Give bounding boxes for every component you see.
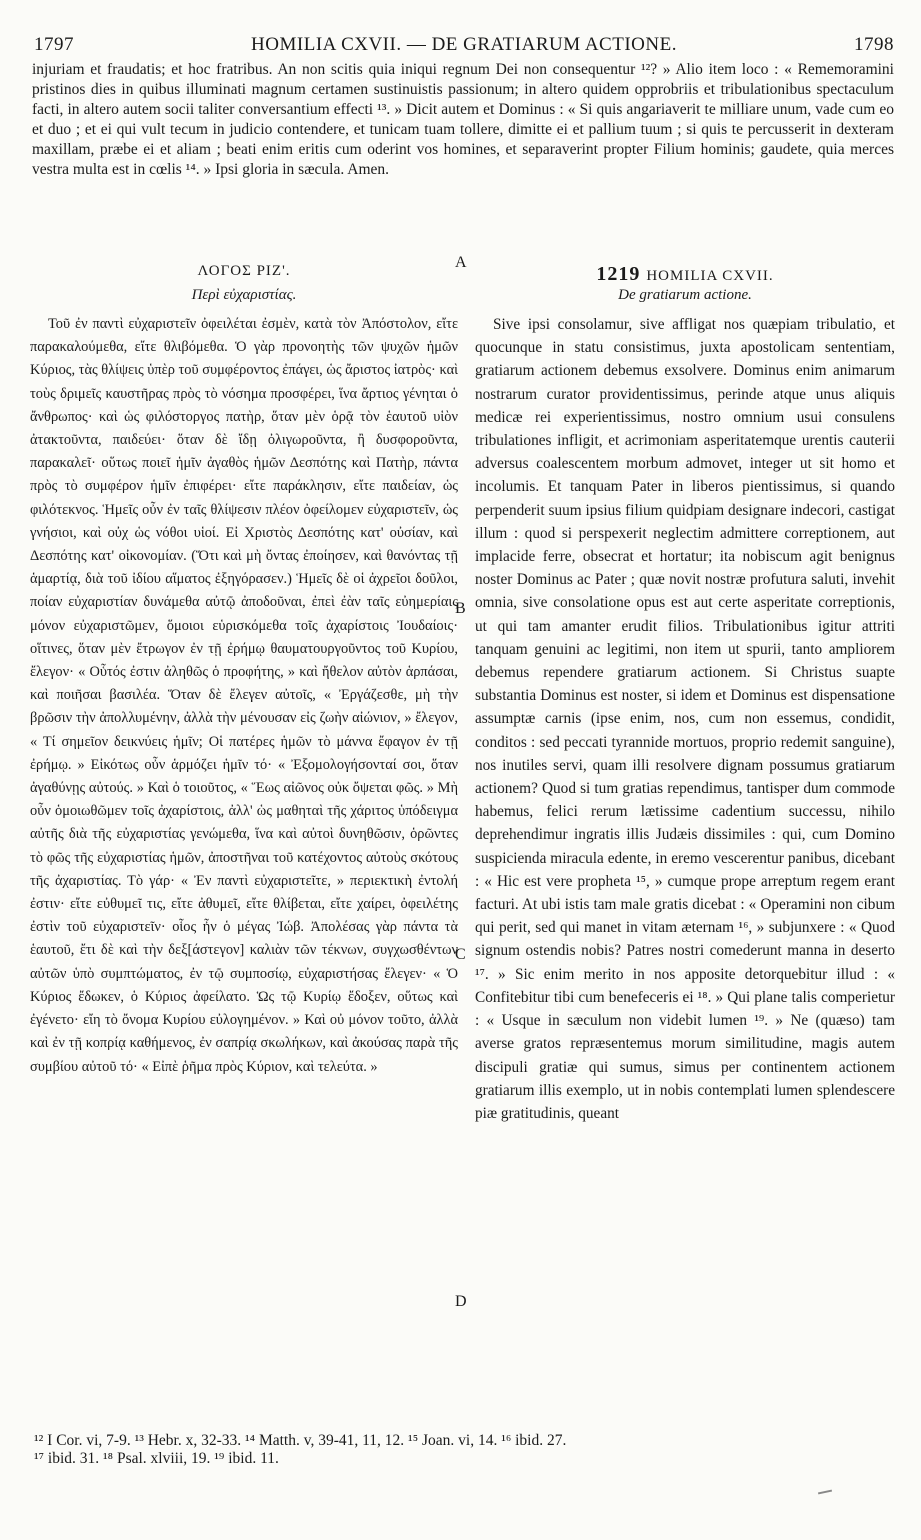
footnote-line: ¹⁷ ibid. 31. ¹⁸ Psal. xlviii, 19. ¹⁹ ibid. 11.	[34, 1450, 279, 1467]
running-title: HOMILIA CXVII. — DE GRATIARUM ACTIONE.	[251, 34, 677, 55]
greek-body	[30, 313, 458, 1079]
latin-paragraph: Sive ipsi consolamur, sive affligat nos quæpiam tribulatio, et quocunque in statu consistimus, juxta apostolicam sententiam, gratiarum actionem debemus exsolvere. Dominus enim animarum nostrarum curator providentissimus, perinde atque unus aliquis medicæ rei experientissimus, nostro omnium usui consulens tribulationes infligit, et acrimoniam asperitatemque urentis cauterii adversus coalescentem morbum admovet, integer ut sit homo et incolumis. Et tanquam Pater in liberos pientissimus, si quando perpenderit suum ipsius filium quidpiam designare indecori, castigat illum : quod si perspexerit neglectim admittere correptionem, aut implacide ferre, obsecrat et hortatur; ita nobiscum agit benignus noster Dominus ac Pater ; quæ novit nostræ profutura saluti, invehit omnia, sive consolatione opus est aut certe asperitate correptionis, ut qui tam amanter erudit filios. Tribulationibus igitur attriti tanquam genuini ac legitimi, non item ut spurii, tanto ampliorem debemus rependere gratiarum actionem. Si Christus suapte substantia Dominus est noster, si idem et Dominus est dispensatione assumptæ carnis (ipse enim, nos, cum non essemus, condidit, conditos : sed peccati tyrannide mortuos, proprio redemit sanguine), nos inutiles servi, quam illi resolvere dignam possumus gratiarum actionem? Quod si tum gratias rependimus, tantisper dum commode habemus, felici rerum lætissime cadentium successu, nihilo deprehendimur ingratis illis Judæis dissimiles : qui, cum Domino suspicienda miracula edente, in eremo vescerentur panibus, dicebant : « Hic est vere propheta ¹⁵, » cumque prope arreptum regem erant facturi. At ubi istis tam male gratis dicebat : « Operamini non cibum qui perit, sed qui manet in vitam æternam ¹⁶, » subjunxere : « Quod signum ostendis nobis? Patres nostri comederunt manna in deserto ¹⁷. » Sic enim merito in nos apposite detorquebitur illud : « Confitebitur tibi cum benefeceris ei ¹⁸. » Qui plane talis comperietur : « Usque in sæculum non videbit lumen ¹⁹. » Ne (quæso) tam averse gratos repræsentemus morum similitudine, magis autem discipuli gratiæ qui sumus, simus per continentem actionem gratiarum illis exemplo, ut in nobis contemplati lumen splendescere piæ gratitudinis, queant	[475, 316, 895, 1122]
margin-letter-c: C	[455, 946, 466, 963]
latin-subtitle: De gratiarum actione.	[618, 287, 752, 303]
ink-mark	[818, 1490, 832, 1495]
running-header	[34, 34, 894, 58]
footnote-line: ¹² I Cor. vi, 7-9. ¹³ Hebr. x, 32-33. ¹⁴ Matth. v, 39-41, 11, 12. ¹⁵ Joan. vi, 14. ¹⁶ ibid. 27.	[34, 1432, 567, 1449]
footnotes	[34, 1432, 894, 1468]
top-paragraph: injuriam et fraudatis; et hoc fratribus. An non scitis quia iniqui regnum Dei non consequentur ¹²? » Alio item loco : « Rememoramini pristinos dies in quibus illuminati magnum certamen sustinuistis passionum; in altero quidem opprobriis et tribulationibus spectaculum facti, in altero autem socii taliter conversantium effecti ¹³. » Dicit autem et Dominus : « Si quis angariaverit te milliare unum, vade cum eo et duo ; et ei qui vult tecum in judicio contendere, et tunicam tuam tollere, dimitte ei et pallium tuum ; si quis te percusserit in dexteram maxillam, præbe ei et aliam ; beati enim eritis cum oderint vos homines, et separaverint propter Filium hominis; gaudete, quia merces vestra multa est in cœlis ¹⁴. » Ipsi gloria in sæcula. Amen.	[32, 61, 894, 178]
greek-column	[30, 263, 458, 1079]
latin-column-number: 1219	[596, 263, 641, 285]
latin-heading	[475, 263, 895, 287]
latin-title: HOMILIA CXVII.	[646, 268, 774, 284]
margin-letter-b: B	[455, 600, 466, 617]
greek-paragraph: Τοῦ ἐν παντὶ εὐχαριστεῖν ὀφειλέται ἐσμὲν, κατὰ τὸν Ἀπόστολον, εἴτε παρακαλούμεθα, εἴτε θλιβόμεθα. Ὁ γὰρ προνοητὴς τῶν ψυχῶν ἡμῶν Κύριος, τὰς θλίψεις ὑπὲρ τοῦ συμφέροντος ἐπάγει, ὡς ἄριστος ἰατρὸς· καὶ τοὺς δριμεῖς καυστῆρας πρὸς τὸ νόσημα προσφέρει, ἵνα ἄρτιος γένηται ὁ ἄνθρωπος· καὶ ὡς φιλόστοργος πατὴρ, ὅταν μὲν ὁρᾷ τὸν ἑαυτοῦ υἱὸν ἀτακτοῦντα, παιδεύει· ὅταν δὲ ἴδῃ ὀλιγωροῦντα, ἢ δυσφοροῦντα, παρακαλεῖ· οὕτως ποιεῖ ἡμῖν ἀγαθὸς ἡμῶν Δεσπότης καὶ Πατὴρ, πάντα πρὸς τὸ συμφέρον ἡμῖν ἐπιφέρει· εἴτε παράκλησιν, εἴτε παιδείαν, ὡς φιλότεκνος. Ἡμεῖς οὖν ἐν ταῖς θλίψεσιν πλέον ὀφείλομεν εὐχαριστεῖν, ὡς γνήσιοι, καὶ οὐχ ὡς νόθοι υἱοί. Εἰ Χριστὸς Δεσπότης κατ' οὐσίαν, καὶ Δεσπότης κατ' οἰκονομίαν. (Ὅτι καὶ μὴ ὄντας ἐποίησεν, καὶ θανόντας τῇ ἁμαρτίᾳ, διὰ τοῦ ἰδίου αἵματος ἐξηγόρασεν.) Ἡμεῖς δὲ οἱ ἀχρεῖοι δοῦλοι, ποίαν εὐχαριστίαν δυνάμεθα αὐτῷ ἀποδοῦναι, ἐπεὶ ἐὰν ταῖς εὐημερίαις μόνον εὐχαριστῶμεν, ὅμοιοι εὑρισκόμεθα τοῖς ἀχαρίστοις Ἰουδαίοις· οἵτινες, ὅταν μὲν ἔτρωγον ἐν τῇ ἐρήμῳ θαυματουργοῦντος τοῦ Κυρίου, ἔλεγον· « Οὗτός ἐστιν ἀληθῶς ὁ προφήτης, » καὶ ἤθελον αὐτὸν ἁρπάσαι, καὶ ποιῆσαι βασιλέα. Ὅταν δὲ ἔλεγεν αὐτοῖς, « Ἐργάζεσθε, μὴ τὴν βρῶσιν τὴν ἀπολλυμένην, ἀλλὰ τὴν μένουσαν εἰς ζωὴν αἰώνιον, » ἔλεγον, « Τί σημεῖον δεικνύεις ἡμῖν; Οἱ πατέρες ἡμῶν τὸ μάννα ἔφαγον ἐν τῇ ἐρήμῳ. » Εἰκότως οὖν ἁρμόζει ἡμῖν τό· « Ἐξομολογήσονταί σοι, ὅταν ἀγαθύνῃς αὐτούς. » Καὶ ὁ τοιοῦτος, « Ἕως αἰῶνος οὐκ ὄψεται φῶς. » Μὴ οὖν ὁμοιωθῶμεν τοῖς ἀχαρίστοις, ἀλλ' ὡς μαθηταὶ τῆς χάριτος ὑπόδειγμα αὐτῆς διὰ τῆς εὐχαριστίας γενώμεθα, ἵνα καὶ αὐτοὶ δυνηθῶσιν, ὁρῶντες τὸ φῶς τῆς εὐχαριστίας ἡμῶν, ἀποστῆναι τοῦ κατέχοντος αὐτοὺς σκότους τῆς ἀχαριστίας. Τὸ γάρ· « Ἐν παντὶ εὐχαριστεῖτε, » περιεκτικὴ ἐντολή ἐστιν· εἴτε εὐθυμεῖ τις, εἴτε ἀθυμεῖ, εἴτε θλίβεται, εἴτε χαίρει, ὀφειλέτης ἐστὶν τοῦ εὐχαριστεῖν· οἷος ἦν ὁ μέγας Ἰώβ. Ἀπολέσας γὰρ πάντα τὰ ἑαυτοῦ, ἔτι δὲ καὶ τὴν δεξ[άστεγον] καλιὰν τῶν τέκνων, συγχωσθέντων αὐτῶν ὑπὸ συμπτώματος, ἐν τῷ συμποσίῳ, εὐχαριστήσας ἔλεγεν· « Ὁ Κύριος ἔδωκεν, ὁ Κύριος ἀφείλατο. Ὡς τῷ Κυρίῳ ἔδοξεν, οὕτως καὶ ἐγένετο· εἴη τὸ ὄνομα Κυρίου εὐλογημένον. » Καὶ οὐ μόνον τοῦτο, ἀλλὰ καὶ ἐν τῇ κοπρίᾳ καθήμενος, ἐν σαπρίᾳ σκωλήκων, καὶ ἀκούσας παρὰ τῆς συμβίου αὐτοῦ τό· « Εἰπὲ ῥῆμα πρὸς Κύριον, καὶ τελεύτα. »	[30, 316, 458, 1075]
latin-body	[475, 313, 895, 1125]
greek-subtitle: Περὶ εὐχαριστίας.	[191, 287, 297, 303]
margin-letter-d: D	[455, 1293, 467, 1310]
margin-letter-a: A	[455, 254, 467, 271]
left-column-number: 1797	[34, 34, 74, 55]
right-column-number: 1798	[854, 34, 894, 55]
latin-column	[475, 263, 895, 1125]
top-continuation-text	[32, 60, 894, 179]
greek-title: ΛΟΓΟΣ ΡΙΖ'.	[197, 263, 291, 279]
